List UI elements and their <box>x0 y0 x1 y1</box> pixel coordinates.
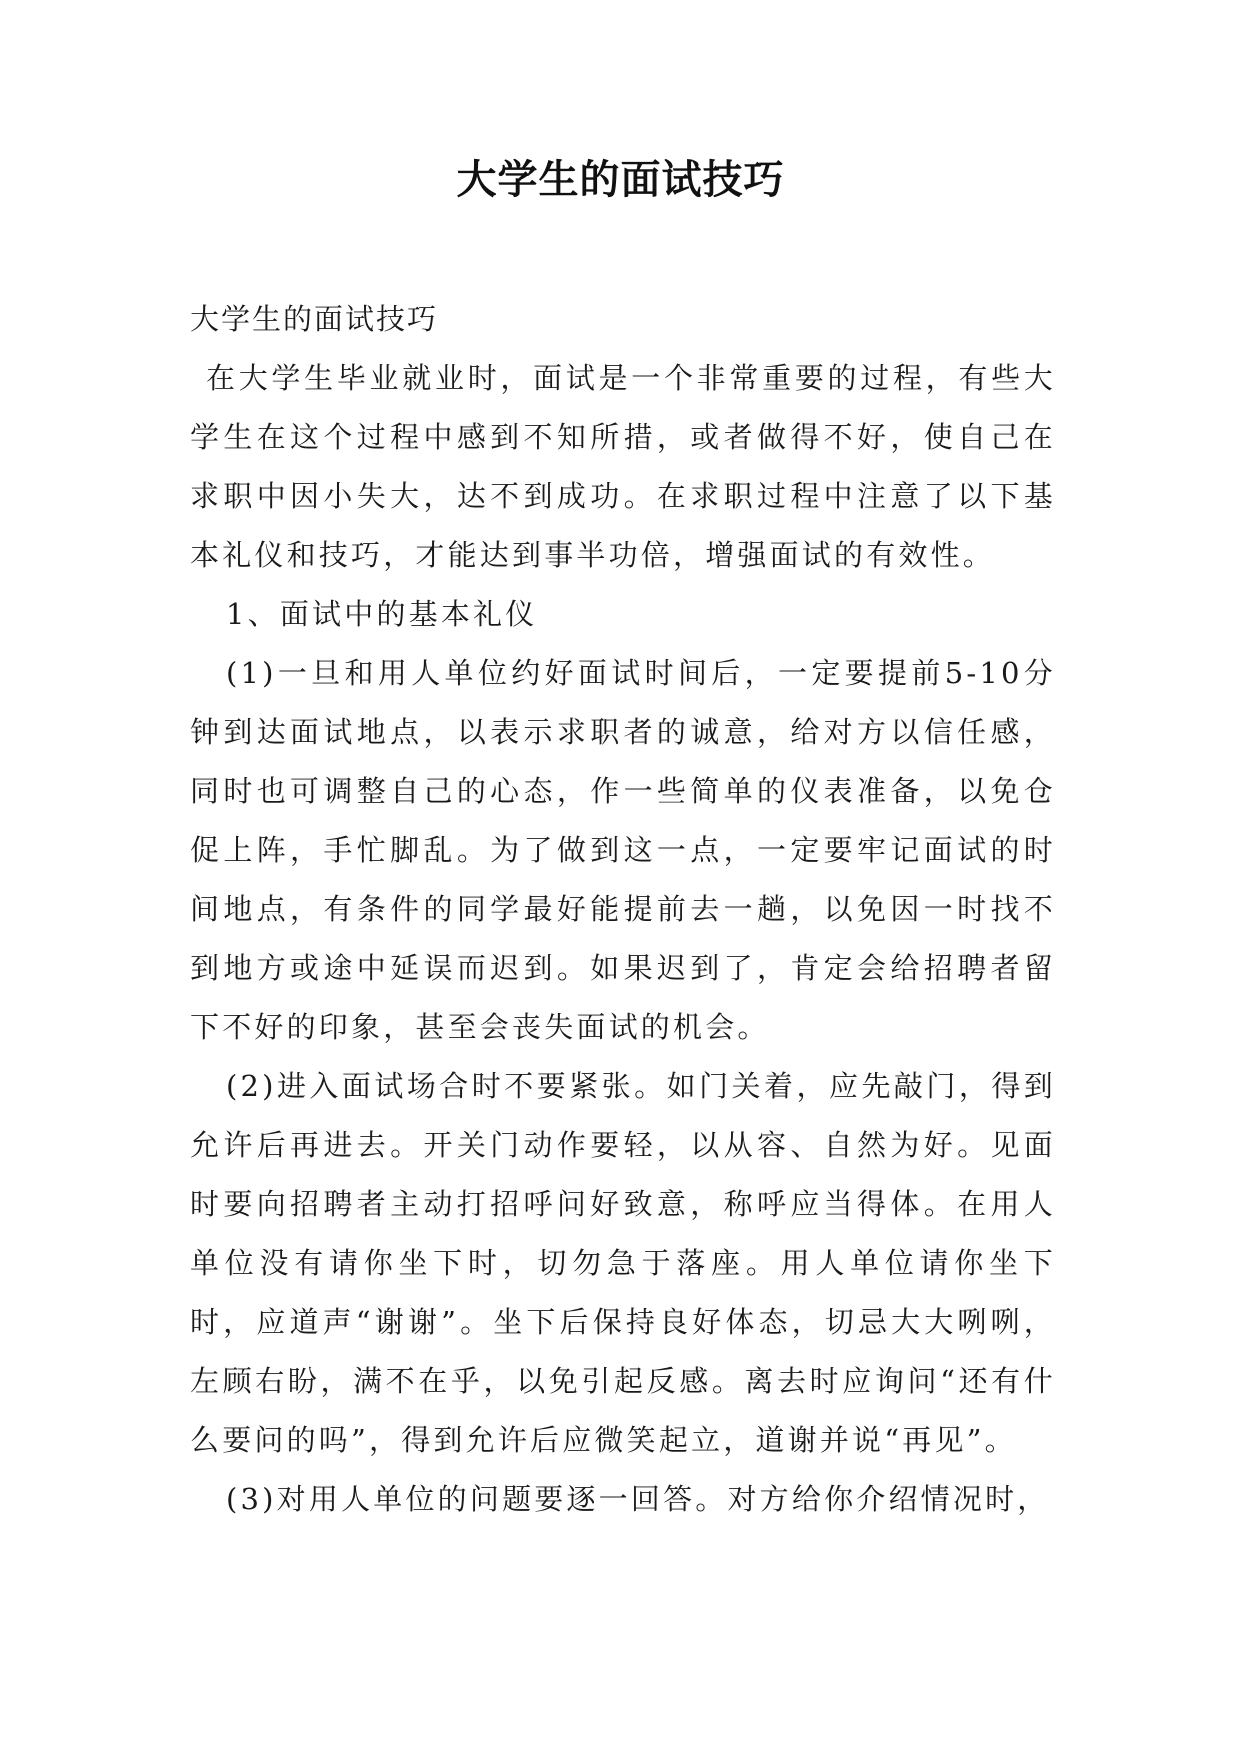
paragraph-point-3: (3)对用人单位的问题要逐一回答。对方给你介绍情况时， <box>226 1482 1050 1516</box>
paragraph-point-1: (1)一旦和用人单位约好面试时间后，一定要提前5-10分钟到达面试地点，以表示求职者的诚意，给对方以信任感，同时也可调整自己的心态，作一些简单的仪表准备，以免仓促上阵，手忙脚乱。为了做到这一点，一定要牢记面试的时间地点，有条件的同学最好能提前去一趟，以免因一时找不到地方或途中延误而迟到。如果迟到了，肯定会给招聘者留下不好的印象，甚至会丧失面试的机会。 <box>190 656 1056 1044</box>
document-title: 大学生的面试技巧 <box>456 157 785 203</box>
paragraph-point-2: (2)进入面试场合时不要紧张。如门关着，应先敲门，得到允许后再进去。开关门动作要轻，以从容、自然为好。见面时要向招聘者主动打招呼问好致意，称呼应当得体。在用人单位没有请你坐下时，切勿急于落座。用人单位请你坐下时，应道声“谢谢”。坐下后保持良好体态，切忌大大咧咧，左顾右盼，满不在乎，以免引起反感。离去时应询问“还有什么要问的吗”，得到允许后应微笑起立，道谢并说“再见”。 <box>190 1069 1056 1457</box>
document-subtitle: 大学生的面试技巧 <box>190 302 439 336</box>
section-heading-etiquette: 1、面试中的基本礼仪 <box>226 597 538 631</box>
paragraph-intro: 在大学生毕业就业时，面试是一个非常重要的过程，有些大学生在这个过程中感到不知所措，或者做得不好，使自己在求职中因小失大，达不到成功。在求职过程中注意了以下基本礼仪和技巧，才能达到事半功倍，增强面试的有效性。 <box>190 361 1056 572</box>
document-body <box>190 290 1056 1529</box>
